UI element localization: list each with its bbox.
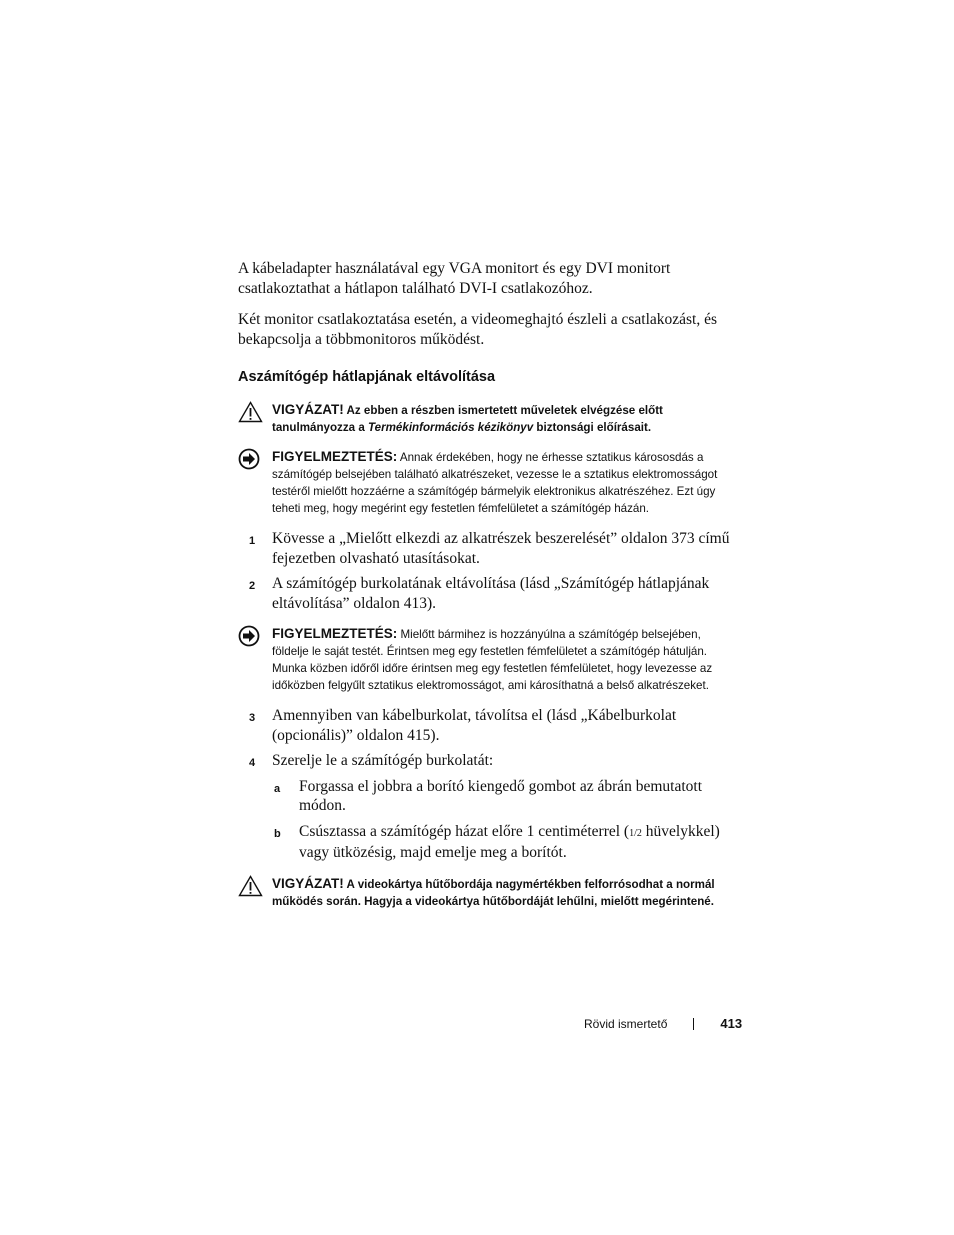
intro-paragraph-2: Két monitor csatlakoztatása esetén, a videomeghajtó észleli a csatlakozást, és bekapcsolja a többmonitoros működést.	[238, 311, 718, 348]
list-item	[238, 574, 738, 613]
caution-label: VIGYÁZAT!	[272, 402, 344, 417]
step-number: 3	[249, 712, 256, 724]
caution-text-1b: biztonsági előírásait.	[533, 421, 652, 434]
footer-divider	[693, 1018, 694, 1030]
substep-letter: a	[274, 782, 281, 795]
intro-paragraph-1: A kábeladapter használatával egy VGA monitort és egy DVI monitort csatlakoztathat a hátlapon található DVI-I csatlakozóhoz.	[238, 260, 671, 297]
notice-text: Annak érdekében, hogy ne érhesse sztatikus kárososdás a számítógép belsejében található alkatrészeket, vezesse le a sztatikus elektromosságot testéről mielőtt hozzáérne a számítógép bármelyik elektronikus alkatrészéhez. Ezt úgy teheti meg, hogy megérint egy festetlen fémfelületet a számítógép házán.	[272, 451, 718, 515]
caution-text-2: A videokártya hűtőbordája nagymértékben felforrósodhat a normál működés során. Hagyja a videokártya hűtőbordáját lehűlni, mielőtt megérintené.	[272, 877, 715, 908]
caution-notice-1	[238, 401, 738, 436]
substep-letter: b	[274, 827, 281, 840]
footer-section-title: Rövid ismertető	[584, 1017, 668, 1031]
caution-text-1a: Az ebben a részben ismertetett műveletek elvégzése előtt tanulmányozza a	[272, 404, 663, 434]
substeps-list	[272, 777, 738, 863]
page-footer	[584, 1015, 742, 1033]
notice-1	[238, 448, 738, 517]
notice-label: FIGYELMEZTETÉS:	[272, 626, 398, 641]
step-number: 4	[249, 757, 256, 769]
steps-list-1	[238, 529, 738, 613]
step-text: A számítógép burkolatának eltávolítása (lásd „Számítógép hátlapjának eltávolítása” oldalon 413).	[272, 575, 710, 612]
caution-label: VIGYÁZAT!	[272, 875, 344, 891]
step-text: Kövesse a „Mielőtt elkezdi az alkatrészek beszerelését” oldalon 373 című fejezetben olvasható utasításokat.	[272, 530, 730, 567]
notice-label: FIGYELMEZTETÉS:	[272, 449, 398, 464]
list-item	[238, 751, 738, 863]
page-number: 413	[720, 1016, 743, 1031]
step-text: Szerelje le a számítógép burkolatát:	[272, 752, 494, 769]
steps-list-2	[238, 706, 738, 863]
notice-2	[238, 625, 738, 694]
notice-arrow-icon	[238, 625, 263, 647]
caution-triangle-icon	[238, 401, 263, 423]
substep-text-end: hüvelykkel) vagy ütközésig, majd emelje meg a borítót.	[299, 822, 720, 861]
notice-arrow-icon	[238, 448, 263, 470]
step-text: Amennyiben van kábelburkolat, távolítsa el (lásd „Kábelburkolat (opcionális)” oldalon 415).	[272, 707, 677, 744]
fraction: 1/2	[629, 827, 642, 839]
caution-triangle-icon	[238, 875, 263, 897]
step-number: 1	[249, 535, 256, 547]
manual-title: Termékinformációs kézikönyv	[368, 421, 534, 434]
substep-text: Forgassa el jobbra a borító kiengedő gombot az ábrán bemutatott módon.	[299, 777, 703, 814]
list-item	[238, 529, 738, 568]
page-content	[238, 259, 738, 922]
section-title: Aszámítógép hátlapjának eltávolítása	[238, 369, 496, 385]
caution-notice-2	[238, 875, 738, 910]
list-item	[272, 777, 738, 816]
step-number: 2	[249, 580, 256, 592]
substep-text-start: Csúsztassa a számítógép házat előre 1 centiméterrel (	[299, 822, 630, 840]
notice-text: Mielőtt bármihez is hozzányúlna a számítógép belsejében, földelje le saját testét. Érintsen meg egy festetlen fémfelületet a számítógép hátulján. Munka közben időről időre érintsen meg egy festetlen fémfelületet, hogy levezesse az időközben felgyűlt sztatikus elektromosságot, ami károsíthatná a belső alkatrészeket.	[272, 628, 713, 692]
list-item	[272, 822, 738, 863]
list-item	[238, 706, 738, 745]
